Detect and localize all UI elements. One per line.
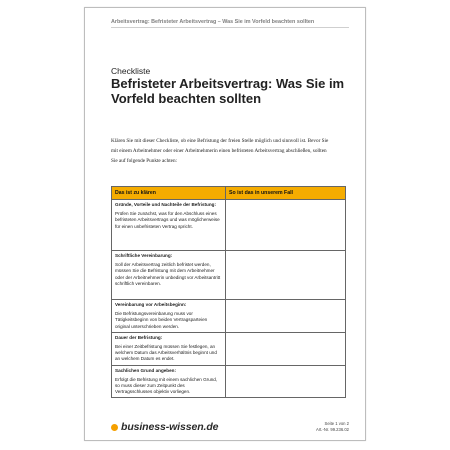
logo-dot-icon: [111, 424, 118, 431]
checklist-item-cell: [112, 332, 226, 365]
logo-text: business-wissen.de: [121, 421, 219, 433]
table-row: [112, 332, 346, 365]
table-row: [112, 200, 346, 251]
document-page: [84, 7, 366, 441]
table-row: [112, 251, 346, 300]
checklist-item-text: Erfolgt die Befristung mit einem sachlichen Grund, so muss dieser zum Zeitpunkt des Vertragsschlusses objektiv vorliegen.: [115, 376, 218, 395]
column-header-our-case: So ist das in unserem Fall: [226, 187, 346, 200]
table-row: [112, 300, 346, 333]
checklist-item-text: Bei einer Zeitbefristung müssen Sie festlegen, an welchem Datum das Arbeitsverhältnis beginnt und an welchem Datum es endet.: [115, 344, 217, 362]
checklist-item-cell: [112, 200, 226, 251]
checklist-item-heading: Gründe, Vorteile und Nachteile der Befristung:: [115, 202, 216, 207]
running-header: Arbeitsvertrag: Befristeter Arbeitsvertrag – Was Sie im Vorfeld beachten sollten: [111, 19, 349, 28]
column-header-to-clarify: Das ist zu klären: [112, 187, 226, 200]
answer-cell[interactable]: [226, 200, 346, 251]
document-title: Befristeter Arbeitsvertrag: Was Sie im Vorfeld beachten sollten: [111, 76, 345, 106]
document-kicker: Checkliste: [111, 66, 151, 76]
answer-cell[interactable]: [226, 300, 346, 333]
answer-cell[interactable]: [226, 332, 346, 365]
answer-cell[interactable]: [226, 365, 346, 398]
checklist-item-heading: Schriftliche Vereinbarung:: [115, 253, 173, 258]
checklist-item-heading: Sachlichen Grund angeben:: [115, 367, 177, 373]
intro-paragraph: Klären Sie mit dieser Checkliste, ob eine Befristung der freien Stelle möglich und sinnvoll ist. Bevor Sie mit einem Arbeitnehmer oder einer Arbeitnehmerin einen befristeten Arbeitsvertrag abschließen, sollten Sie auf folgende Punkte achten:: [111, 138, 329, 165]
article-number: Art.-Nr. 99.236.02: [315, 427, 349, 432]
checklist-item-text: Die Befristungsvereinbarung muss vor Tätigkeitsbeginn von beiden Vertragsparteien original unterschrieben werden.: [115, 311, 208, 329]
footer-logo[interactable]: [111, 421, 218, 433]
checklist-item-cell: [112, 251, 226, 300]
checklist-item-cell: [112, 300, 226, 333]
table-row: [112, 365, 346, 398]
footer-meta: [316, 421, 349, 433]
checklist-item-text: Soll der Arbeitsvertrag zeitlich befristet werden, müssen Sie die Befristung mit dem Arbeitnehmer oder der Arbeitnehmerin unbedingt vor Arbeitsantritt schriftlich vereinbaren.: [115, 262, 221, 286]
page-number: Seite 1 von 2: [324, 421, 349, 426]
checklist-item-heading: Vereinbarung vor Arbeitsbeginn:: [115, 302, 187, 307]
answer-cell[interactable]: [226, 251, 346, 300]
checklist-item-text: Prüfen Sie zunächst, was für den Abschluss eines befristeten Arbeitsvertrags und was möglicherweise für einen unbefristeten Vertrag spricht.: [115, 211, 220, 229]
checklist-table: [111, 186, 346, 398]
table-header-row: [112, 187, 346, 200]
checklist-item-heading: Dauer der Befristung:: [115, 334, 163, 340]
checklist-item-cell: [112, 365, 226, 398]
